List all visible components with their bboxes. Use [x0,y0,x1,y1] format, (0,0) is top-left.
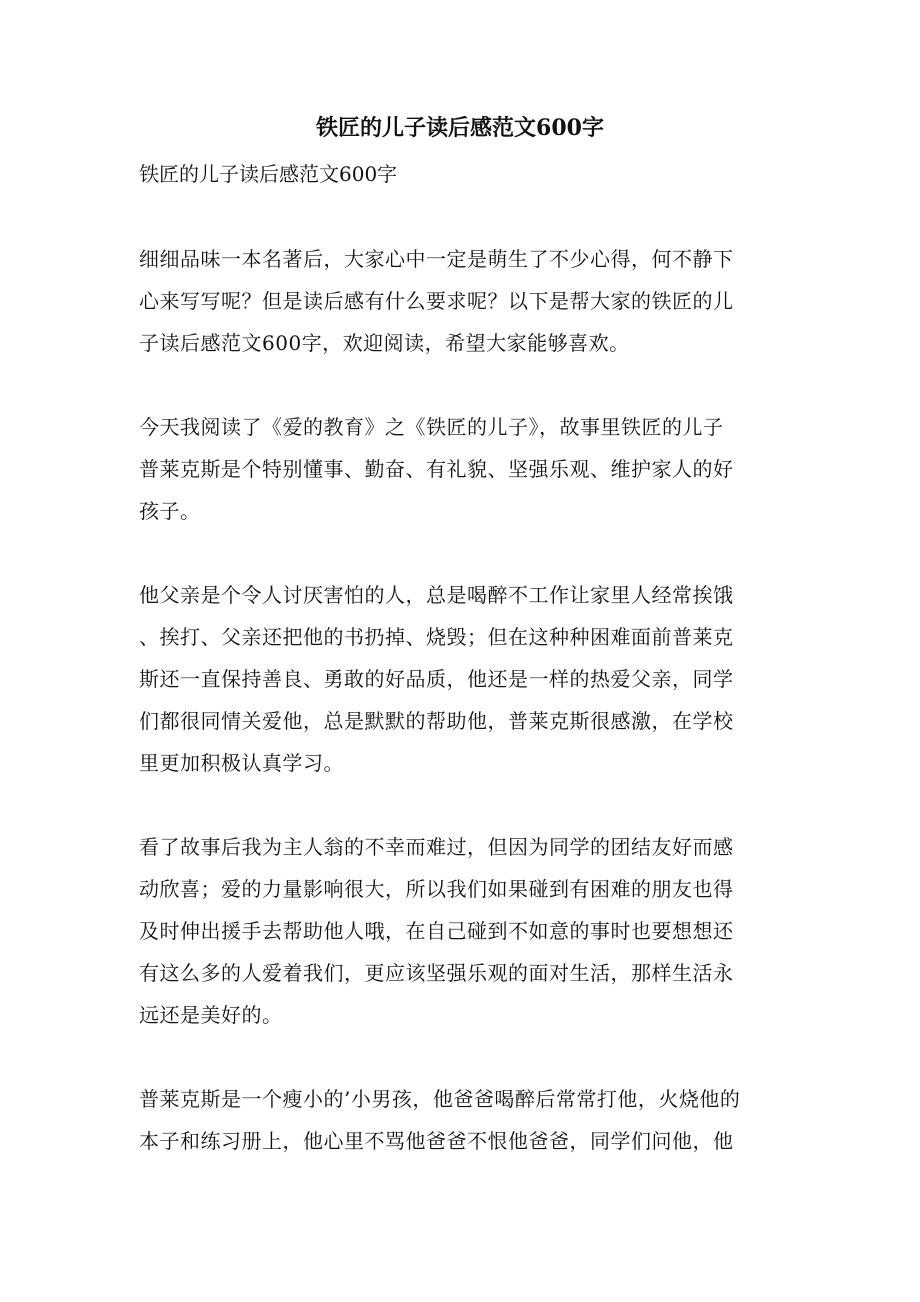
paragraph-character [139,1078,784,1162]
text-line: 今天我阅读了《爱的教育》之《铁匠的儿子》，故事里铁匠的儿子 [139,415,724,439]
text-line: 里更加积极认真学习。 [139,751,344,775]
text-line: 普莱克斯是个特别懂事、勤奋、有礼貌、坚强乐观、维护家人的好 [139,457,734,481]
text-line: 动欣喜；爱的力量影响很大，所以我们如果碰到有困难的朋友也得 [139,877,734,901]
text-line: 心来写写呢？但是读后感有什么要求呢？以下是帮大家的铁匠的儿 [139,289,734,313]
text-line: 本子和练习册上，他心里不骂他爸爸不恨他爸爸，同学们问他，他 [139,1129,734,1153]
document-title: 铁匠的儿子读后感范文600字 [316,115,604,141]
paragraph-father [139,574,784,784]
text-line: 看了故事后我为主人翁的不幸而难过，但因为同学的团结友好而感 [139,835,734,859]
paragraph-intro [139,238,784,364]
document-subtitle: 铁匠的儿子读后感范文600字 [139,162,398,186]
text-line: 及时伸出援手去帮助他人哦，在自己碰到不如意的事时也要想想还 [139,919,734,943]
text-line: 们都很同情关爱他，总是默默的帮助他，普莱克斯很感激，在学校 [139,709,734,733]
text-line: 子读后感范文600字，欢迎阅读，希望大家能够喜欢。 [139,331,630,355]
paragraph-reflection [139,826,784,1036]
document-body [139,238,784,1204]
text-line: 他父亲是个令人讨厌害怕的人，总是喝醉不工作让家里人经常挨饿 [139,583,734,607]
text-line: 有这么多的人爱着我们，更应该坚强乐观的面对生活，那样生活永 [139,961,734,985]
paragraph-summary [139,406,784,532]
text-line: 孩子。 [139,499,201,523]
text-line: 斯还一直保持善良、勇敢的好品质，他还是一样的热爱父亲，同学 [139,667,734,691]
text-line: 普莱克斯是一个瘦小的’小男孩，他爸爸喝醉后常常打他，火烧他的 [139,1087,741,1111]
text-line: 细细品味一本名著后，大家心中一定是萌生了不少心得，何不静下 [139,247,734,271]
text-line: 、挨打、父亲还把他的书扔掉、烧毁；但在这种种困难面前普莱克 [139,625,734,649]
text-line: 远还是美好的。 [139,1003,283,1027]
